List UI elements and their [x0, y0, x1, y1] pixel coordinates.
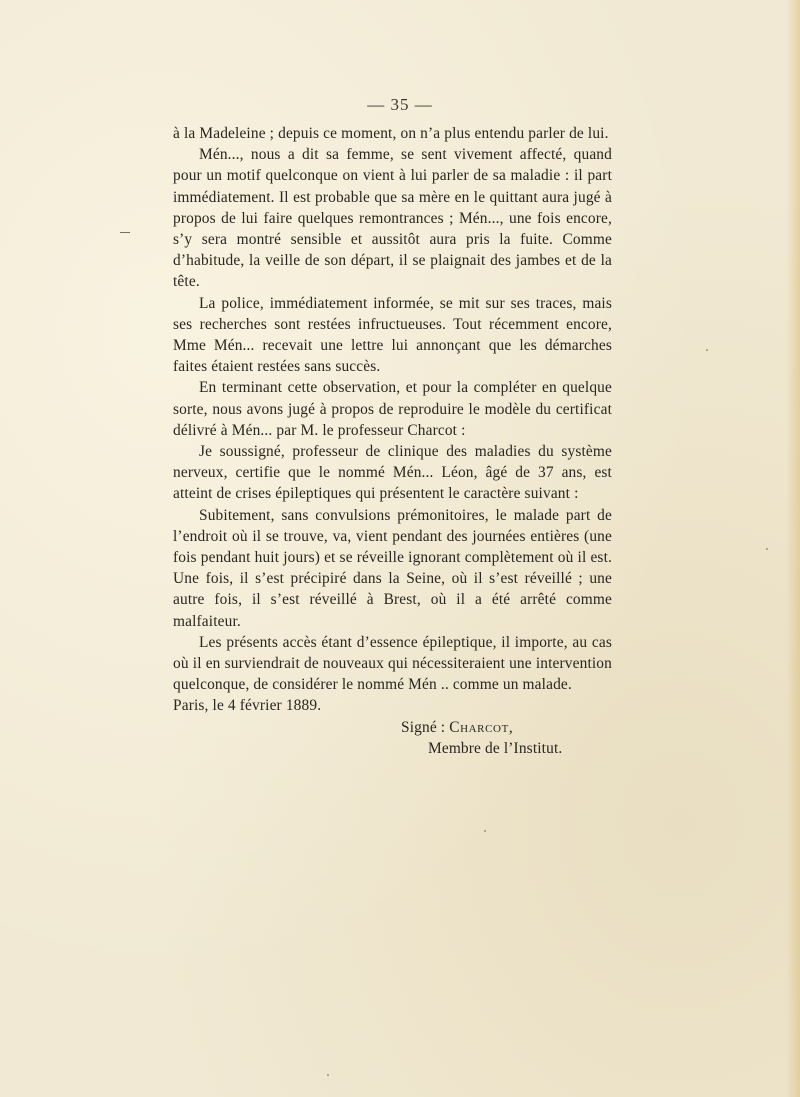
signature-name: Charcot,: [449, 718, 514, 736]
certificate-paragraph-3: Les présents accès étant d’essence épileptique, il importe, au cas où il en surviendrait de nouveaux qui nécessiteraient une intervention quelconque, de considérer le nommé Mén .. comme un malade.: [173, 633, 612, 694]
paper-speck: [484, 830, 486, 832]
paragraph-4: En terminant cette observation, et pour la compléter en quelque sorte, nous avons jugé à propos de reproduire le modèle du certificat délivré à Mén... par M. le professeur Charcot :: [173, 379, 612, 439]
signature-title: Membre de l’Institut.: [428, 739, 563, 757]
paragraph-3: La police, immédiatement informée, se mit sur ses traces, mais ses recherches sont restées infructueuses. Tout récemment encore, Mme Mén... recevait une lettre lui annonçant que les démarches faites étaient restées sans succès.: [173, 294, 612, 376]
certificate-paragraph-2: Subitement, sans convulsions prémonitoires, le malade part de l’endroit où il se trouve, va, vient pendant des journées entières (une fois pendant huit jours) et se réveille ignorant complètement où il est. Une fois, il s’est précipiré dans la Seine, où il s’est réveillé ; une autre fois, il s’est réveillé à Brest, où il a été arrêté comme malfaiteur.: [173, 506, 612, 630]
date-line: Paris, le 4 février 1889.: [173, 697, 322, 715]
paper-speck: [706, 349, 708, 351]
signature-line: [173, 717, 612, 738]
paragraph-2: Mén..., nous a dit sa femme, se sent vivement affecté, quand pour un motif quelconque on vient à lui parler de sa maladie : il part immédiatement. Il est probable que sa mère en le quittant aura jugé à propos de lui faire quelques remontrances ; Mén..., une fois encore, s’y sera montré sensible et aussitôt aura pris la fuite. Comme d’habitude, la veille de son départ, il se plaignait des jambes et de la tête.: [173, 146, 612, 291]
margin-mark: [120, 232, 130, 233]
body-text: [173, 123, 612, 759]
paper-speck: [327, 1074, 329, 1076]
paragraph-1: à la Madeleine ; depuis ce moment, on n’a plus entendu parler de lui.: [173, 125, 609, 142]
signature-prefix: Signé :: [401, 718, 450, 736]
page-edge-shadow: [786, 0, 800, 1097]
paper-speck: [766, 548, 768, 550]
page-number: — 35 —: [367, 95, 433, 114]
certificate-paragraph-1: Je soussigné, professeur de clinique des maladies du système nerveux, certifie que le nommé Mén... Léon, âgé de 37 ans, est atteint de crises épileptiques qui présentent le caractère suivant :: [173, 443, 612, 503]
